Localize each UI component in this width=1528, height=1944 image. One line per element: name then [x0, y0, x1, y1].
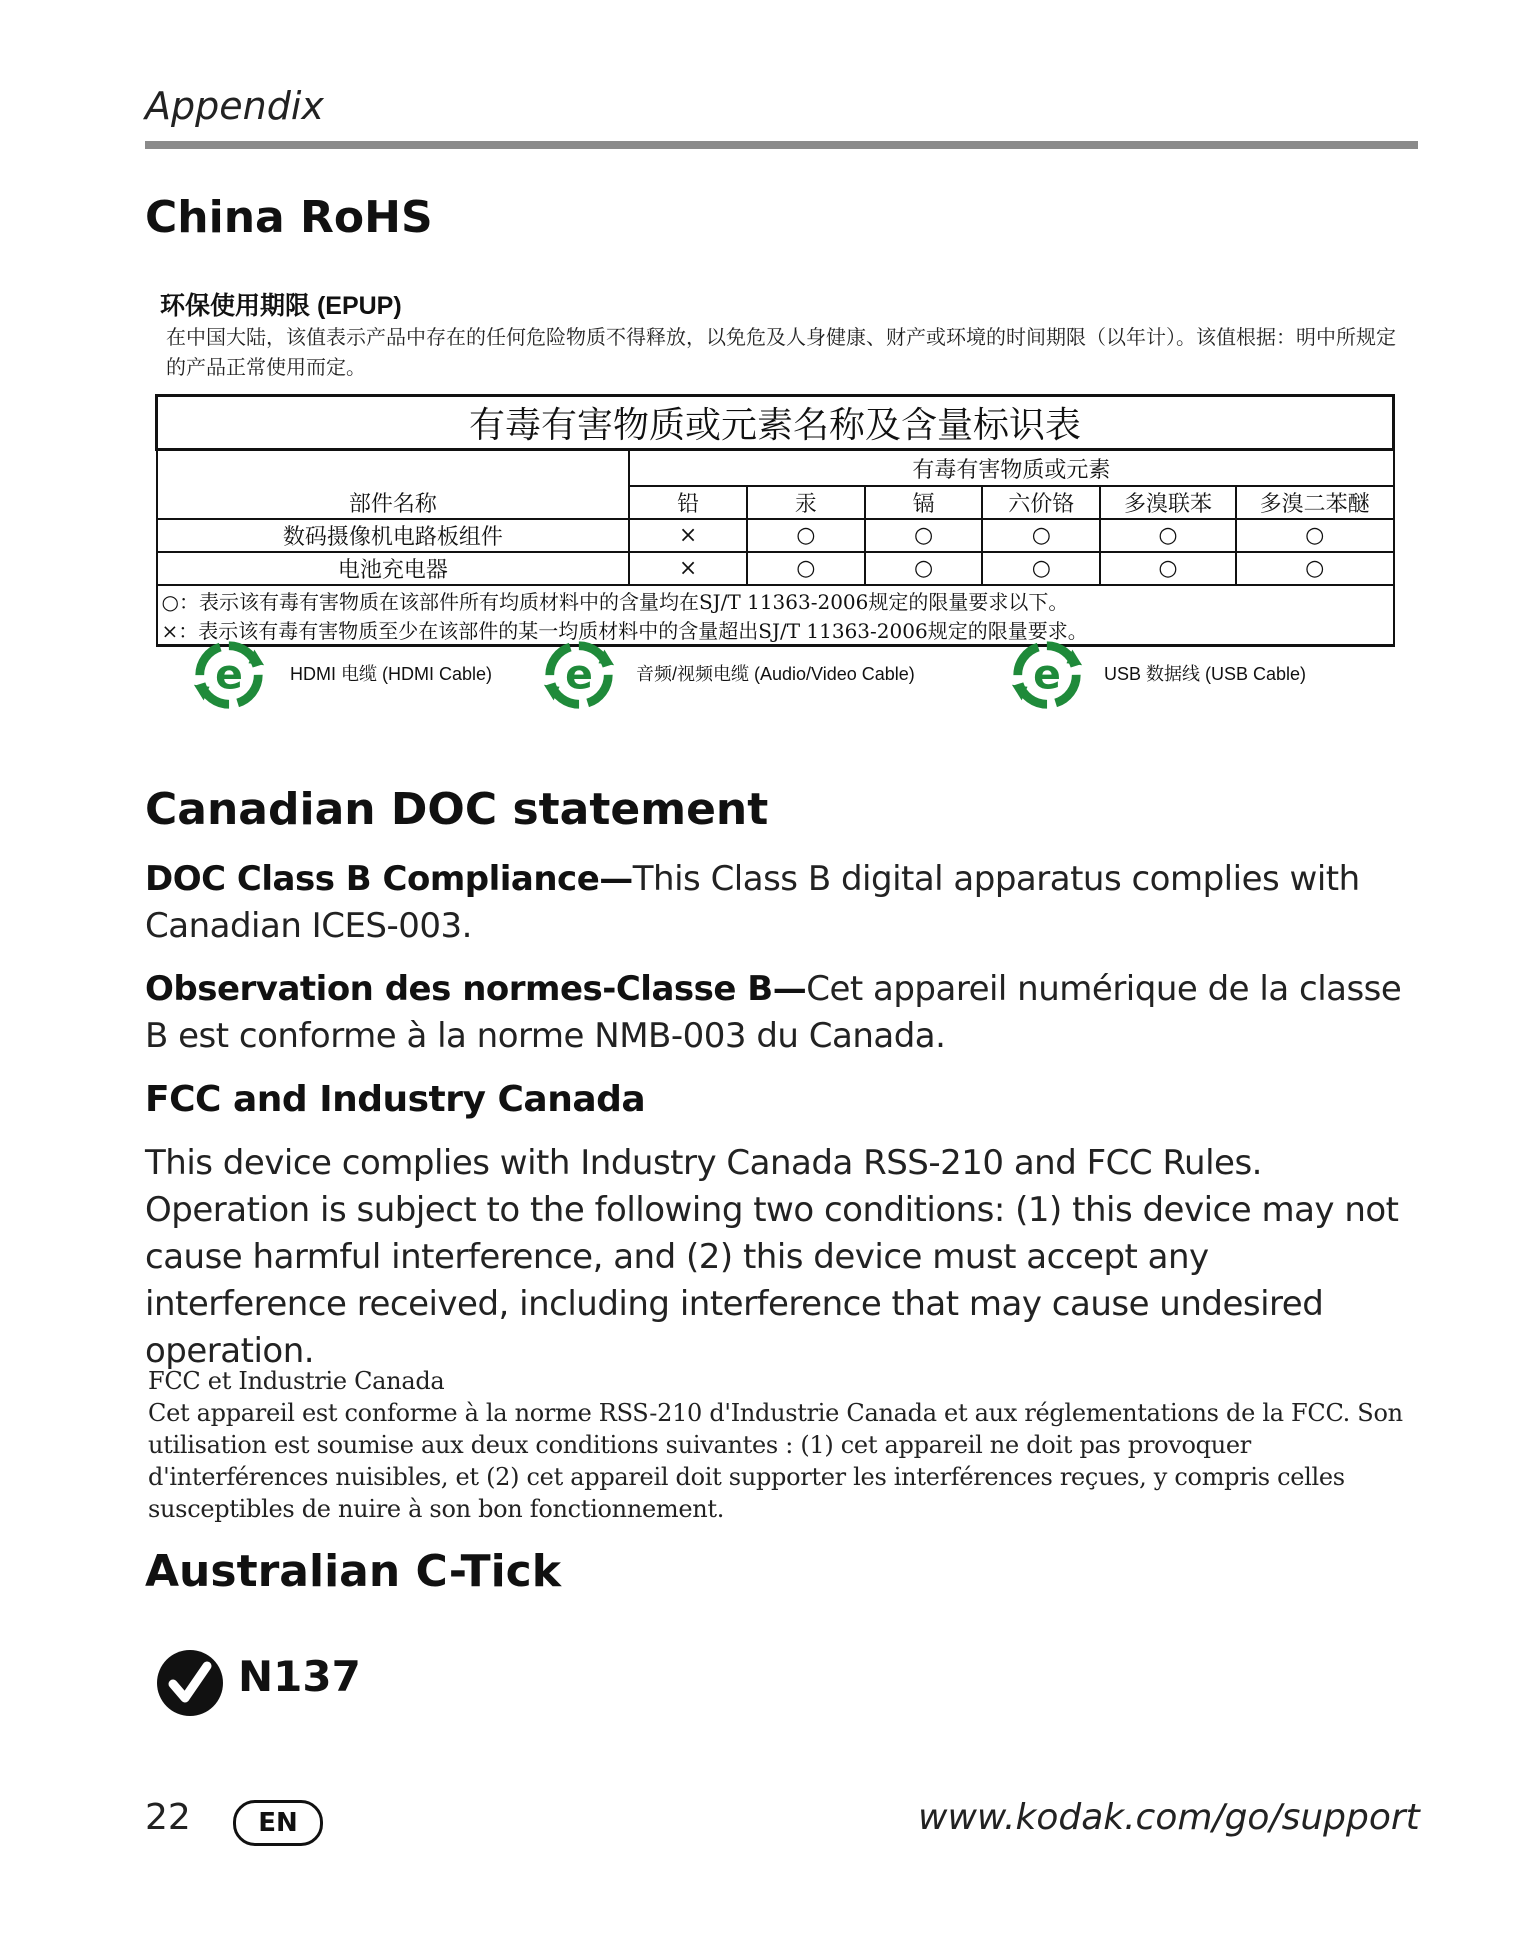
language-badge: EN [233, 1800, 323, 1846]
logo-label: USB 数据线 (USB Cable) [1104, 664, 1307, 684]
value-cell: ○ [865, 519, 983, 552]
rohs-substance-table [155, 394, 1395, 647]
page-header-title: Appendix [145, 84, 324, 128]
support-url: www.kodak.com/go/support [918, 1797, 1420, 1838]
part-name-cell: 电池充电器 [157, 552, 630, 585]
epup-recycle-icon [190, 636, 268, 714]
substance-group-header: 有毒有害物质或元素 [629, 450, 1393, 487]
logo-label: HDMI 电缆 (HDMI Cable) [290, 664, 493, 684]
epup-recycle-icon [540, 636, 618, 714]
column-header: 多溴联苯 [1100, 486, 1236, 519]
part-name-cell: 数码摄像机电路板组件 [157, 519, 630, 552]
column-header: 六价铬 [982, 486, 1100, 519]
column-header: 汞 [747, 486, 865, 519]
table-caption: 有毒有害物质或元素名称及含量标识表 [157, 396, 1394, 450]
observation-paragraph [145, 966, 1420, 1060]
epup-recycle-icon [1008, 636, 1086, 714]
logo-label: 音频/视频电缆 (Audio/Video Cable) [636, 664, 915, 684]
value-cell: ○ [747, 519, 865, 552]
doc-class-b-text: This Class B digital apparatus complies with Canadian ICES-003. [145, 859, 1360, 946]
china-rohs-heading: China RoHS [145, 192, 433, 243]
table-row [157, 519, 1394, 552]
column-header: 多溴二苯醚 [1236, 486, 1394, 519]
svg-text:e: e [1033, 650, 1061, 699]
table-note-o: ○：表示该有毒有害物质在该部件所有均质材料中的含量均在SJ/T 11363-2006规定的限量要求以下。 [157, 585, 1394, 615]
table-note-x: ×：表示该有毒有害物质至少在该部件的某一均质材料中的含量超出SJ/T 11363-2006规定的限量要求。 [157, 615, 1394, 646]
svg-text:e: e [565, 650, 593, 699]
table-row [157, 552, 1394, 585]
australian-ctick-heading: Australian C-Tick [145, 1546, 562, 1597]
observation-text: Cet appareil numérique de la classe B est conforme à la norme NMB-003 du Canada. [145, 969, 1402, 1056]
value-cell: ○ [1236, 519, 1394, 552]
epup-logo-row [190, 636, 1400, 716]
observation-label: Observation des normes-Classe B— [145, 969, 807, 1009]
fcc-paragraph: This device complies with Industry Canada RSS-210 and FCC Rules. Operation is subject to the following two conditions: (1) this device may not cause harmful interference, and (2) this device must accept any interference received, including interference that may cause undesired operation. [145, 1143, 1399, 1371]
column-header: 镉 [865, 486, 983, 519]
part-name-header: 部件名称 [157, 450, 630, 520]
fcc-french-text: Cet appareil est conforme à la norme RSS-210 d'Industrie Canada et aux réglementations de la FCC. Son utilisation est soumise aux deux conditions suivantes : (1) cet appareil ne doit pas provoquer d'interférences nuisibles, et (2) cet appareil doit supporter les interférences reçues, y compris celles susceptibles de nuire à son bon fonctionnement. [148, 1399, 1403, 1523]
canadian-doc-heading: Canadian DOC statement [145, 784, 769, 835]
doc-class-b-label: DOC Class B Compliance— [145, 859, 633, 899]
svg-text:e: e [215, 650, 243, 699]
value-cell: ○ [1100, 519, 1236, 552]
value-cell: ○ [747, 552, 865, 585]
page-number: 22 [145, 1797, 191, 1838]
epup-description: 在中国大陆，该值表示产品中存在的任何危险物质不得释放，以免危及人身健康、财产或环境的时间期限（以年计）。该值根据：明中所规定的产品正常使用而定。 [166, 325, 1396, 379]
fcc-heading: FCC and Industry Canada [145, 1079, 646, 1120]
fcc-french-title: FCC et Industrie Canada [148, 1367, 445, 1395]
value-cell: × [629, 552, 747, 585]
value-cell: ○ [1236, 552, 1394, 585]
epup-title: 环保使用期限 (EPUP) [160, 292, 402, 320]
value-cell: ○ [982, 519, 1100, 552]
header-divider [145, 141, 1418, 149]
fcc-french-block [148, 1365, 1408, 1525]
c-tick-code: N137 [238, 1652, 361, 1701]
value-cell: ○ [865, 552, 983, 585]
column-header: 铅 [629, 486, 747, 519]
value-cell: ○ [982, 552, 1100, 585]
doc-class-b-paragraph [145, 856, 1420, 950]
value-cell: × [629, 519, 747, 552]
value-cell: ○ [1100, 552, 1236, 585]
c-tick-icon [155, 1648, 225, 1718]
